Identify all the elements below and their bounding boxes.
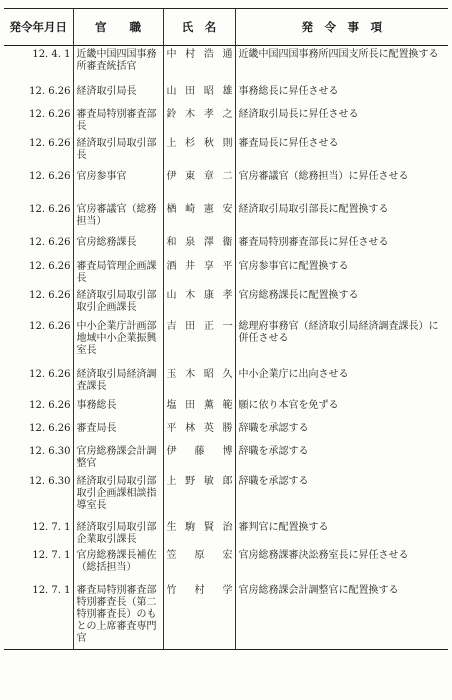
post-cell: 経済取引局取引部取引企画課長 [73,287,163,318]
post-cell: 経済取引局取引部企業取引課長 [73,519,163,547]
date-cell: 12. 6.26 [29,109,71,120]
table-row [4,168,448,201]
date-cell: 12. 7. 1 [4,582,73,650]
date-cell: 12. 6.26 [29,86,71,97]
name-cell: 平 林 英 勝 [163,420,235,443]
table-row [4,83,448,106]
date-cell: 12. 6.26 [29,290,71,301]
date-cell: 12. 6.26 [29,171,71,182]
matter-cell: 中小企業庁に出向させる [235,366,448,397]
table-row [4,366,448,397]
table-row [4,420,448,443]
date-cell: 12. 6.26 [29,138,71,149]
name-cell: 伊 藤 博 [163,443,235,473]
header-name: 氏 名 [163,9,235,46]
post-cell: 官房審議官（総務担当） [73,201,163,234]
matter-cell: 官房総務課審決訟務室長に昇任させる [235,547,448,582]
table-row [4,318,448,366]
date-cell: 12. 6.26 [29,237,71,248]
matter-cell: 審査局特別審査部長に昇任させる [235,234,448,258]
header-post: 官 職 [73,9,163,46]
post-cell: 審査局特別審査部特別審査長（第二特別審査長）のもとの上席審査専門官 [73,582,163,650]
table-row [4,234,448,258]
table-row [4,201,448,234]
post-cell: 経済取引局経済調査課長 [73,366,163,397]
table-row [4,46,448,84]
post-cell: 審査局特別審査部長 [73,106,163,135]
post-cell: 中小企業庁計画部地域中小企業振興室長 [73,318,163,366]
post-cell: 経済取引局取引部取引企画課相談指導室長 [73,473,163,519]
name-cell: 生 駒 賢 治 [163,519,235,547]
table-row [4,135,448,168]
post-cell: 官房総務課長 [73,234,163,258]
post-cell: 審査局管理企画課長 [73,258,163,287]
post-cell: 官房参事官 [73,168,163,201]
name-cell: 和 泉 澤 衞 [163,234,235,258]
table-row [4,106,448,135]
post-cell: 官房総務課会計調整官 [73,443,163,473]
matter-cell: 辞職を承認する [235,420,448,443]
header-date: 発令年月日 [4,9,73,46]
date-cell: 12. 7. 1 [32,522,71,533]
matter-cell: 審判官に配置換する [235,519,448,547]
matter-cell: 近畿中国四国事務所四国支所長に配置換する [235,46,448,84]
name-cell: 笠 原 宏 [163,547,235,582]
post-cell: 経済取引局長 [73,83,163,106]
name-cell: 塩 田 薫 範 [163,397,235,420]
post-cell: 審査局長 [73,420,163,443]
name-cell: 楢 崎 憲 安 [163,201,235,234]
table-row [4,582,448,650]
date-cell: 12. 6.26 [29,423,71,434]
matter-cell: 総理府事務官（経済取引局経済調査課長）に併任させる [235,318,448,366]
table-row [4,519,448,547]
name-cell: 伊 東 章 二 [163,168,235,201]
matter-cell: 審査局長に昇任させる [235,135,448,168]
date-cell: 12. 6.26 [29,400,71,411]
date-cell: 12. 6.26 [29,321,71,332]
post-cell: 官房総務課長補佐（総括担当） [73,547,163,582]
name-cell: 鈴 木 孝 之 [163,106,235,135]
matter-cell: 辞職を承認する [235,473,448,519]
table-row [4,547,448,582]
name-cell: 玉 木 昭 久 [163,366,235,397]
table-row [4,443,448,473]
header-matter: 発 令 事 項 [235,9,448,46]
post-cell: 近畿中国四国事務所審査統括官 [73,46,163,84]
header-row [4,9,448,46]
date-cell: 12. 6.30 [29,446,71,457]
name-cell: 竹 村 学 [163,582,235,650]
name-cell: 中 村 浩 通 [163,46,235,84]
name-cell: 山 田 昭 雄 [163,83,235,106]
name-cell: 上 杉 秋 則 [163,135,235,168]
matter-cell: 願に依り本官を免ずる [235,397,448,420]
matter-cell: 官房総務課長に配置換する [235,287,448,318]
date-cell: 12. 6.30 [29,476,71,487]
date-cell: 12. 6.26 [29,369,71,380]
matter-cell: 事務総長に昇任させる [235,83,448,106]
table-row [4,287,448,318]
table-row [4,473,448,519]
name-cell: 酒 井 享 平 [163,258,235,287]
table-row [4,397,448,420]
matter-cell: 官房審議官（総務担当）に昇任させる [235,168,448,201]
appointments-table [4,8,448,650]
post-cell: 事務総長 [73,397,163,420]
matter-cell: 官房総務課会計調整官に配置換する [235,582,448,650]
date-cell: 12. 4. 1 [32,49,71,60]
matter-cell: 経済取引局取引部長に配置換する [235,201,448,234]
post-cell: 経済取引局取引部長 [73,135,163,168]
date-cell: 12. 6.26 [29,261,71,272]
table-row [4,258,448,287]
matter-cell: 辞職を承認する [235,443,448,473]
name-cell: 吉 田 正 一 [163,318,235,366]
matter-cell: 官房参事官に配置換する [235,258,448,287]
name-cell: 山 木 康 孝 [163,287,235,318]
matter-cell: 経済取引局長に昇任させる [235,106,448,135]
date-cell: 12. 6.26 [29,204,71,215]
date-cell: 12. 7. 1 [32,550,71,561]
name-cell: 上 野 敏 郎 [163,473,235,519]
